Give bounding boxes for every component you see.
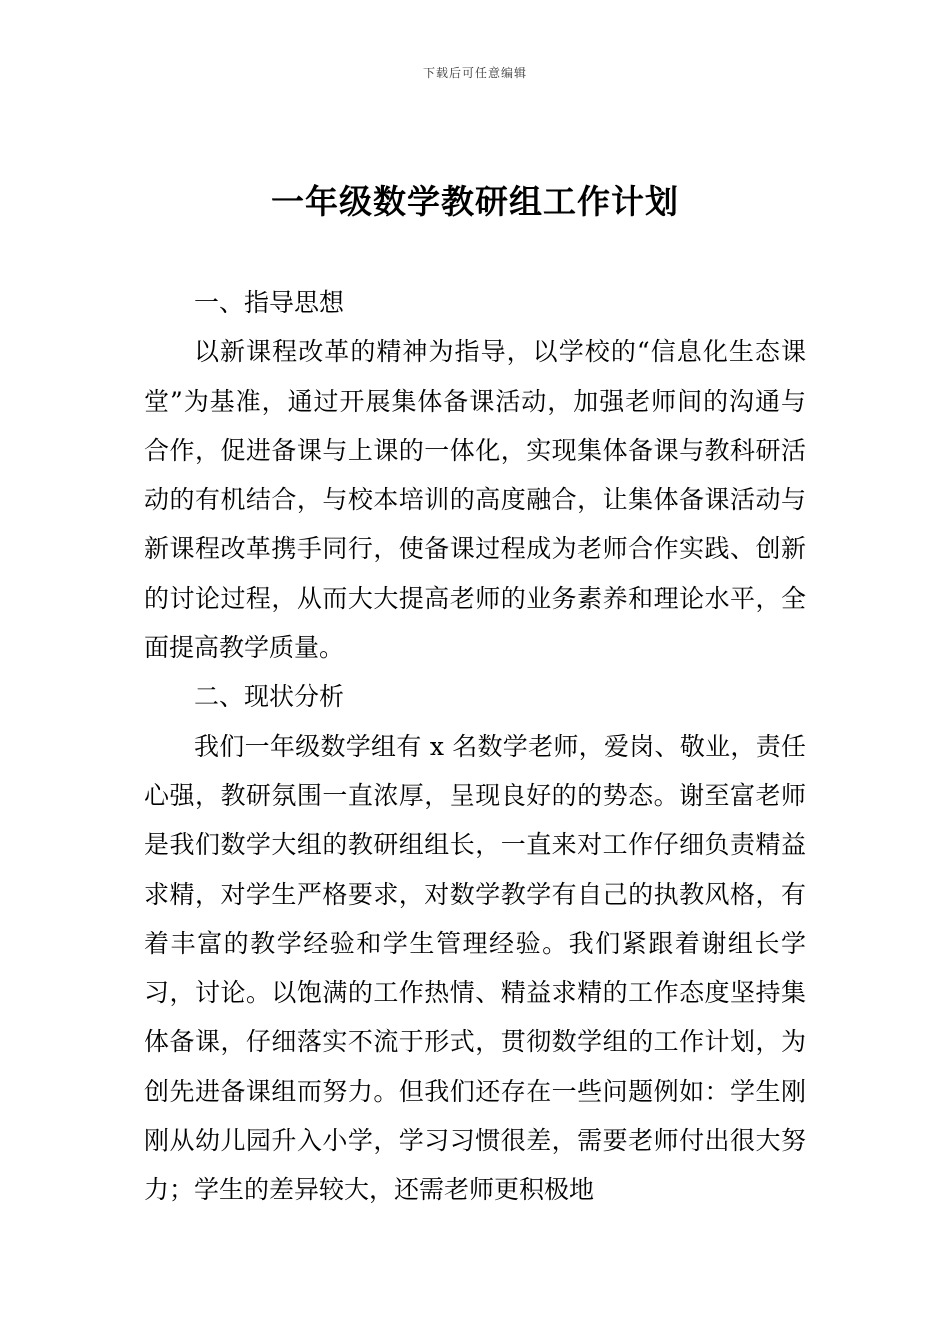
paragraph-status-analysis: 我们一年级数学组有 x 名数学老师，爱岗、敬业，责任心强，教研氛围一直浓厚，呈现良好的的势态。谢至富老师是我们数学大组的教研组组长，一直来对工作仔细负责精益求精，对学生严格要求，对数学教学有自己的执教风格，有着丰富的教学经验和学生管理经验。我们紧跟着谢组长学习，讨论。以饱满的工作热情、精益求精的工作态度坚持集体备课，仔细落实不流于形式，贯彻数学组的工作计划，为创先进备课组而努力。但我们还存在一些问题例如：学生刚刚从幼儿园升入小学，学习习惯很差，需要老师付出很大努力；学生的差异较大，还需老师更积极地 (144, 731, 806, 1205)
document-title: 一年级数学教研组工作计划 (271, 182, 679, 221)
section-heading-guiding-ideology: 一、指导思想 (194, 288, 345, 317)
header-note: 下载后可任意编辑 (422, 66, 527, 80)
paragraph-guiding-ideology: 以新课程改革的精神为指导，以学校的“信息化生态课堂”为基准，通过开展集体备课活动，加强老师间的沟通与合作，促进备课与上课的一体化，实现集体备课与教科研活动的有机结合，与校本培训的高度融合，让集体备课活动与新课程改革携手同行，使备课过程成为老师合作实践、创新的讨论过程，从而大大提高老师的业务素养和理论水平，全面提高教学质量。 (144, 337, 806, 663)
section-heading-status-analysis: 二、现状分析 (194, 682, 345, 712)
document-body (144, 278, 806, 1215)
